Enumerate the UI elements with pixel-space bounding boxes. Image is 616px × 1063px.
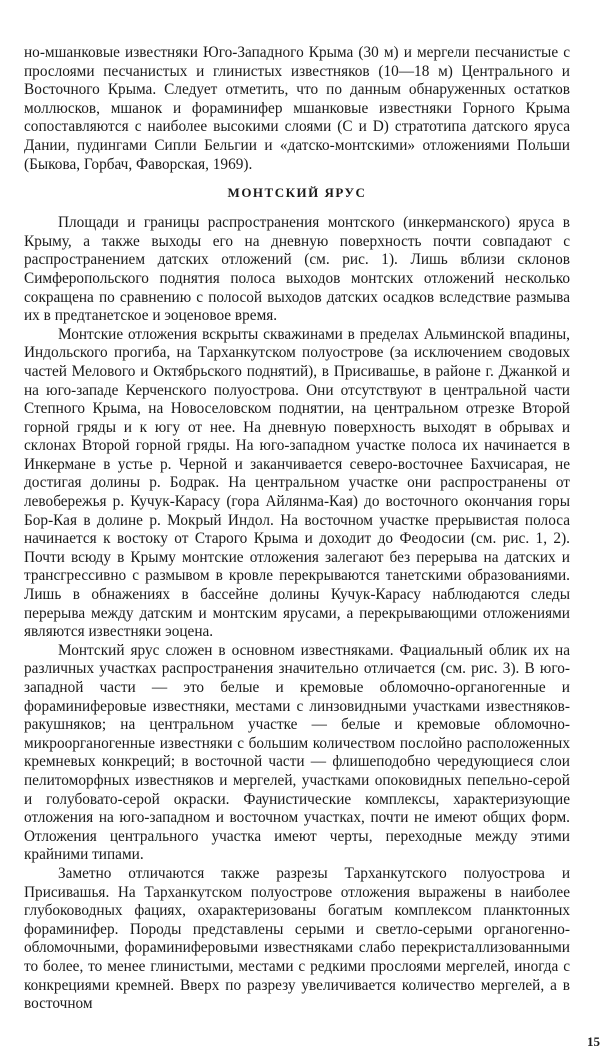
- page-number: 15: [587, 1034, 600, 1049]
- body-paragraph-1: Площади и границы распространения монтского (инкерманского) яруса в Крыму, а также выходы его на дневную поверхность почти совпадают с распространением датских отложений (см. рис. 1). Лишь вблизи склонов Симферопольского поднятия полоса выходов монтских отложений несколько сокращена по сравнению с полосой выходов датских осадков вследствие размыва их в предтанетское и эоценовое время.: [24, 214, 570, 325]
- intro-paragraph: но-мшанковые известняки Юго-Западного Крыма (30 м) и мергели песчанистые с прослоями песчанистых и глинистых известняков (10—18 м) Центрального и Восточного Крыма. Следует отметить, что по данным обнаруженных остатков моллюсков, мшанок и фораминифер мшанковые известняки Горного Крыма сопоставляются с наиболее высокими слоями (C и D) стратотипа датского яруса Дании, пудингами Сипли Бельгии и «датско-монтскими» отложениями Польши (Быкова, Горбач, Фаворская, 1969).: [24, 44, 570, 173]
- body-paragraph-3: Монтский ярус сложен в основном известняками. Фациальный облик их на различных участках распространения значительно отличается (см. рис. 3). В юго-западной части — это белые и кремовые обломочно-органогенные и фораминиферовые известняки, местами с линзовидными участками известняков-ракушняков; на центральном участке — белые и кремовые обломочно-микроорганогенные известняки с большим количеством послойно расположенных кремневых конкреций; в восточной части — флишеподобно чередующиеся слои пелитоморфных известняков и мергелей, участками опоковидных пепельно-серой и голубовато-серой окраски. Фаунистические комплексы, характеризующие отложения на юго-западном и восточном участках, почти не имеют общих форм. Отложения центрального участка имеют черты, переходные между этими крайними типами.: [24, 641, 570, 864]
- body-paragraph-2: Монтские отложения вскрыты скважинами в пределах Альминской впадины, Индольского прогиба, на Тарханкутском полуострове (за исключением сводовых частей Мелового и Октябрьского поднятий), в Присивашье, в районе г. Джанкой и на юго-западе Керченского полуострова. Они отсутствуют в центральной части Степного Крыма, на Новоселовском поднятии, на центральном отрезке Второй горной гряды и к югу от нее. На дневную поверхность выходят в обрывах и склонах Второй горной гряды. На юго-западном участке полоса их начинается в Инкермане в устье р. Черной и заканчивается северо-восточнее Бахчисарая, не достигая долины р. Бодрак. На центральном участке они распространены от левобережья р. Кучук-Карасу (гора Айлянма-Кая) до восточного окончания горы Бор-Кая в долине р. Мокрый Индол. На восточном участке прерывистая полоса начинается к востоку от Старого Крыма и доходит до Феодосии (см. рис. 1, 2). Почти всюду в Крыму монтские отложения залегают без перерыва на датских и трансгрессивно с размывом в кровле перекрываются танетскими образованиями. Лишь в обнажениях в бассейне долины Кучук-Карасу наблюдаются следы перерыва между датским и монтским ярусами, а перекрывающими отложениями являются известняки эоцена.: [24, 325, 570, 641]
- section-heading: МОНТСКИЙ ЯРУС: [227, 185, 367, 201]
- body-paragraph-4: Заметно отличаются также разрезы Тарханкутского полуострова и Присивашья. На Тарханкутском полуострове отложения выражены в наиболее глубоководных фациях, охарактеризованы богатым комплексом планктонных фораминифер. Породы представлены серыми и светло-серыми органогенно-обломочными, фораминиферовыми известняками слабо перекристаллизованными то более, то менее глинистыми, местами с редкими прослоями мергелей, иногда с конкрециями кремней. Вверх по разрезу увеличивается количество мергелей, а в восточном: [24, 864, 570, 1013]
- document-page: [24, 44, 570, 1044]
